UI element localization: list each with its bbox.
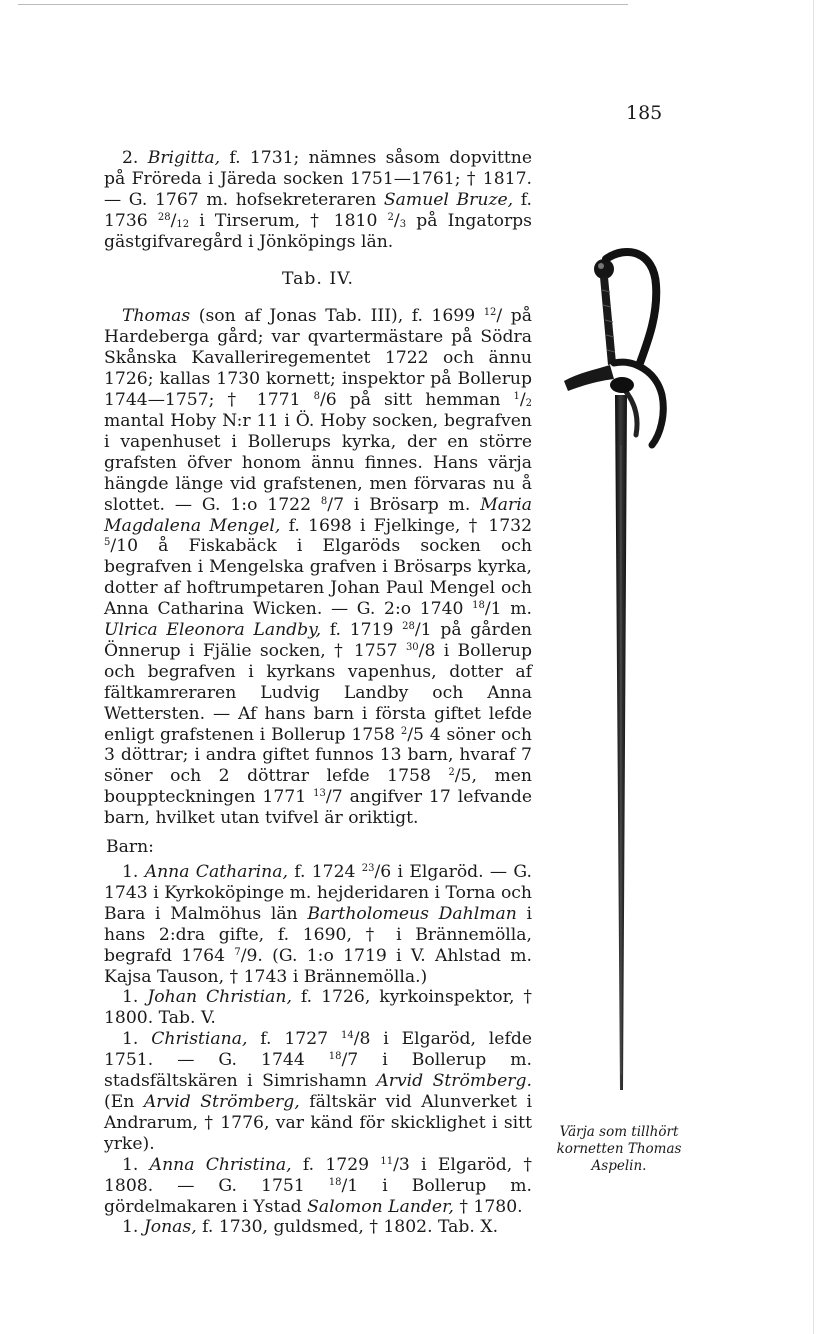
page-top-rule bbox=[18, 4, 628, 5]
main-text-column bbox=[104, 148, 532, 1238]
thomas-entry: Thomas (son af Jonas Tab. III), f. 1699 $^{12}$/ på Hardeberga gård; var qvartermästare på Södra Skånska Kavalleriregementet 1722 och ännu 1726; kallas 1730 kornett; inspektor på Bollerup 1744—1757; † 1771 $^8$/6 på sitt hemman $^1/_2$ mantal Hoby N:r 11 i Ö. Hoby socken, begrafven i vapenhuset i Bollerups kyrka, der en större grafsten öfver honom ännu finnes. Hans värja hängde länge vid grafstenen, men förvaras nu å slottet. — G. 1:o 1722 $^8$/7 i Brösarp m. Maria Magdalena Mengel, f. 1698 i Fjelkinge, † 1732 $^5$/10 å Fiskabäck i Elgaröds socken och begrafven i Mengelska grafven i Brösarps kyrka, dotter af hoftrumpetaren Johan Paul Mengel och Anna Catharina Wicken. — G. 2:o 1740 $^{18}$/1 m. Ulrica Eleonora Landby, f. 1719 $^{28}$/1 på gården Önnerup i Fjälie socken, † 1757 $^{30}$/8 i Bollerup och begrafven i kyrkans vapenhus, dotter af fältkamreraren Ludvig Landby och Anna Wettersten. — Af hans barn i första giftet lefde enligt grafstenen i Bollerup 1758 $^2$/5 4 söner och 3 döttrar; i andra giftet funnos 13 barn, hvaraf 7 söner och 2 döttrar lefde 1758 $^2$/5, men bouppteckningen 1771 $^{13}$/7 angifver 17 lefvande barn, hvilket utan tvifvel är oriktigt. bbox=[104, 306, 533, 829]
child-jonas: 1. Jonas, f. 1730, guldsmed, † 1802. Tab. X. bbox=[122, 1217, 499, 1238]
table-heading: Tab. IV. bbox=[282, 268, 354, 289]
child-christiana: 1. Christiana, f. 1727 $^{14}$/8 i Elgaröd, lefde 1751. — G. 1744 $^{18}$/7 i Bollerup m. stadsfältskären i Simrishamn Arvid Strömberg. (En Arvid Strömberg, fältskär vid Alunverket i Andrarum, † 1776, var känd för skicklighet i sitt yrke). bbox=[104, 1029, 533, 1154]
illustration-caption bbox=[538, 1124, 700, 1175]
caption-line-2: kornetten Thomas bbox=[556, 1141, 682, 1157]
child-anna-christina: 1. Anna Christina, f. 1729 $^{11}$/3 i Elgaröd, † 1808. — G. 1751 $^{18}$/1 i Bollerup m. gördelmakaren i Ystad Salomon Lander, † 1780. bbox=[104, 1154, 533, 1217]
page-edge-rule bbox=[813, 0, 814, 1334]
children-label: Barn: bbox=[106, 837, 154, 858]
brigitta-entry: 2. Brigitta, f. 1731; nämnes såsom dopvittne på Fröreda i Järeda socken 1751—1761; † 1817. — G. 1767 m. hofsekreteraren Samuel Bruze, f. 1736 $^{28}/_{12}$ i Tirserum, † 1810 $^2/_3$ på Ingatorps gästgifvaregård i Jönköpings län. bbox=[104, 148, 532, 252]
page-number: 185 bbox=[626, 102, 663, 124]
child-anna-catharina: 1. Anna Catharina, f. 1724 $^{23}$/6 i Elgaröd. — G. 1743 i Kyrkoköpinge m. hejderidaren i Torna och Bara i Malmöhus län Bartholomeus Dahlman i hans 2:dra gifte, f. 1690, † i Brännemölla, begrafd 1764 $^7$/9. (G. 1:o 1719 i V. Ahlstad m. Kajsa Tauson, † 1743 i Brännemölla.) bbox=[104, 862, 533, 987]
caption-line-3: Aspelin. bbox=[591, 1158, 647, 1174]
child-johan-christian: 1. Johan Christian, f. 1726, kyrkoinspektor, † 1800. Tab. V. bbox=[104, 987, 532, 1029]
caption-line-1: Värja som tillhört bbox=[559, 1124, 679, 1140]
sword-icon bbox=[556, 245, 688, 1115]
